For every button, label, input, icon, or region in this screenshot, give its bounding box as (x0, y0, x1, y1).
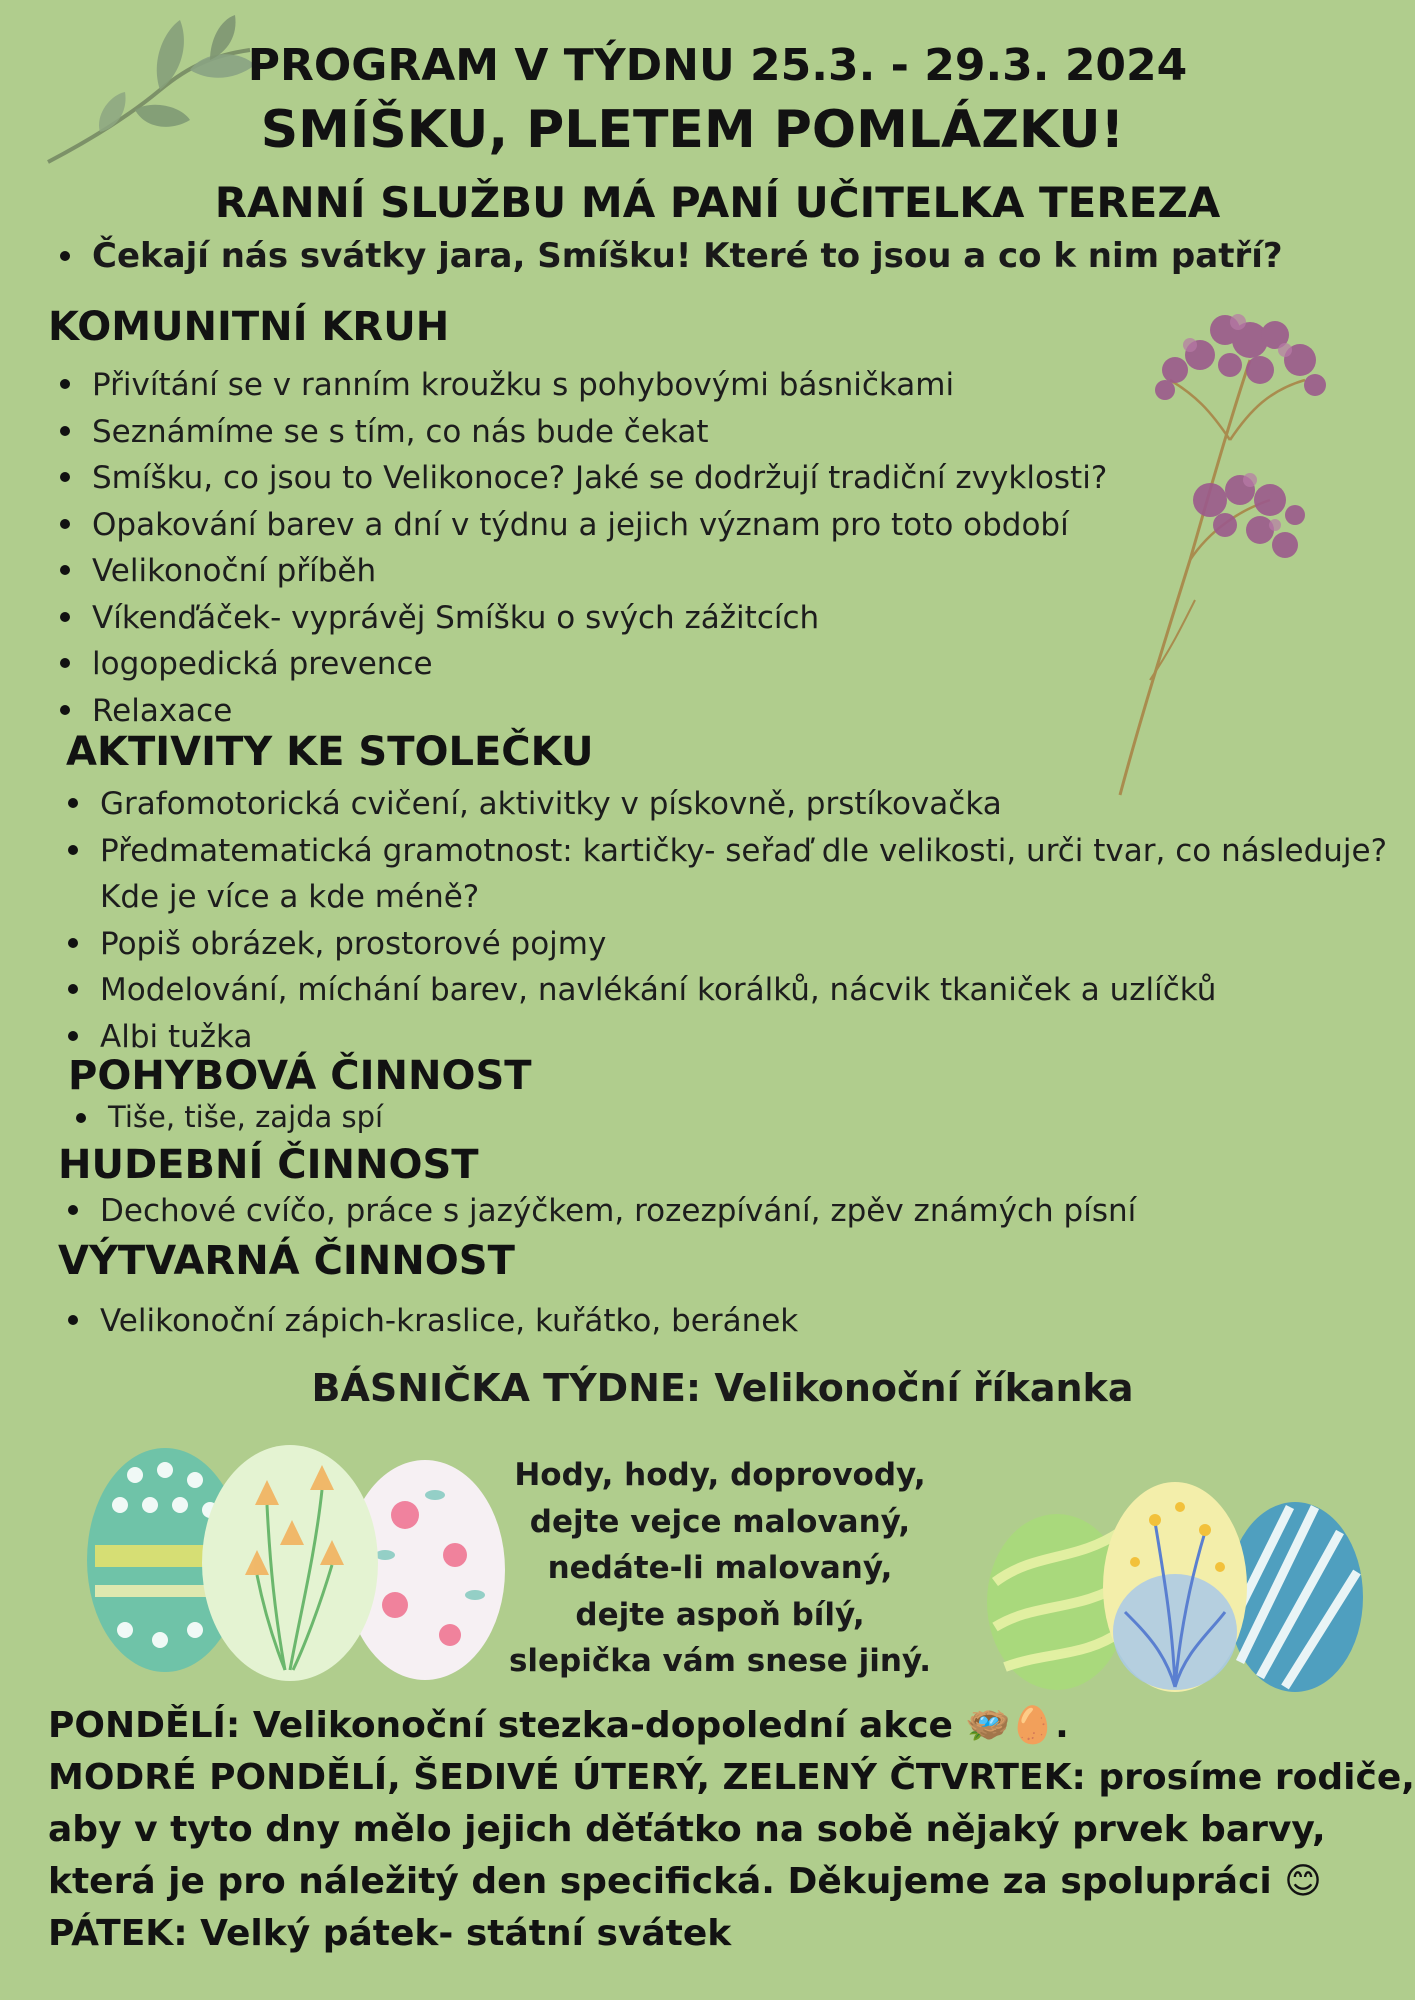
easter-eggs-left-icon (85, 1435, 515, 1690)
list-item: Čekají nás svátky jara, Smíšku! Které to jsou a co k nim patří? (48, 232, 1388, 280)
list-item: Velikonoční příběh (48, 548, 1128, 595)
list-item: Popiš obrázek, prostorové pojmy (56, 921, 1396, 968)
page-title-week: PROGRAM V TÝDNU 25.3. - 29.3. 2024 (247, 40, 1188, 91)
list-item: Seznámíme se s tím, co nás bude čekat (48, 409, 1128, 456)
easter-eggs-right-icon (985, 1462, 1365, 1697)
vytvarna-list (56, 1298, 1356, 1345)
list-item: Modelování, míchání barev, navlékání korálků, nácvik tkaniček a uzlíčků (56, 967, 1396, 1014)
dried-flower-icon (1110, 300, 1340, 800)
poem-text (480, 1452, 960, 1685)
announcement-friday: PÁTEK: Velký pátek- státní svátek (48, 1913, 732, 1954)
page-subtitle-morning-duty: RANNÍ SLUŽBU MÁ PANÍ UČITELKA TEREZA (214, 178, 1221, 227)
list-item: Grafomotorická cvičení, aktivitky v pískovně, prstíkovačka (56, 781, 1396, 828)
komunitni-list (48, 362, 1128, 734)
section-heading-vytvarna: VÝTVARNÁ ČINNOST (58, 1238, 515, 1284)
section-heading-komunitni: KOMUNITNÍ KRUH (48, 304, 450, 350)
list-item: Víkenďáček- vyprávěj Smíšku o svých zážitcích (48, 595, 1128, 642)
list-item: Relaxace (48, 688, 1128, 735)
list-item: Smíšku, co jsou to Velikonoce? Jaké se dodržují tradiční zvyklosti? (48, 455, 1128, 502)
intro-list (48, 232, 1388, 280)
poem-title: BÁSNIČKA TÝDNE: Velikonoční říkanka (311, 1366, 1134, 1410)
pohybova-list (64, 1097, 1364, 1137)
announcement-colors-line: aby v tyto dny mělo jejich děťátko na sobě nějaký prvek barvy, (48, 1809, 1326, 1850)
announcement-monday: PONDĚLÍ: Velikonoční stezka-dopolední akce 🪺🥚. (48, 1705, 1069, 1746)
poem-line: dejte vejce malovaný, (529, 1503, 911, 1540)
section-heading-aktivity: AKTIVITY KE STOLEČKU (66, 729, 594, 775)
announcement-colors-line: která je pro náležitý den specifická. Děkujeme za spolupráci 😊 (48, 1861, 1322, 1902)
announcement-colors-line: MODRÉ PONDĚLÍ, ŠEDIVÉ ÚTERÝ, ZELENÝ ČTVRTEK: prosíme rodiče, (48, 1757, 1415, 1798)
aktivity-list (56, 781, 1396, 1060)
list-item: Albi tužka (56, 1014, 1396, 1061)
section-heading-pohybova: POHYBOVÁ ČINNOST (68, 1053, 532, 1099)
list-item: logopedická prevence (48, 641, 1128, 688)
list-item: Předmatematická gramotnost: kartičky- seřaď dle velikosti, urči tvar, co následuje? Kde je více a kde méně? (56, 828, 1396, 921)
poem-line: dejte aspoň bílý, (575, 1596, 865, 1633)
poem-line: Hody, hody, doprovody, (514, 1457, 926, 1493)
poem-line: slepička vám snese jiný. (508, 1643, 932, 1679)
list-item: Tiše, tiše, zajda spí (64, 1097, 1364, 1137)
list-item: Přivítání se v ranním kroužku s pohybovými básničkami (48, 362, 1128, 409)
list-item: Velikonoční zápich-kraslice, kuřátko, beránek (56, 1298, 1356, 1345)
section-heading-hudebni: HUDEBNÍ ČINNOST (58, 1142, 479, 1188)
page-title-theme: SMÍŠKU, PLETEM POMLÁZKU! (260, 100, 1125, 160)
list-item: Opakování barev a dní v týdnu a jejich význam pro toto období (48, 502, 1128, 549)
list-item: Dechové cvíčo, práce s jazýčkem, rozezpívání, zpěv známých písní (56, 1188, 1356, 1235)
announcements (48, 1700, 1415, 1960)
hudebni-list (56, 1188, 1356, 1235)
poem-line: nedáte-li malovaný, (547, 1550, 893, 1586)
